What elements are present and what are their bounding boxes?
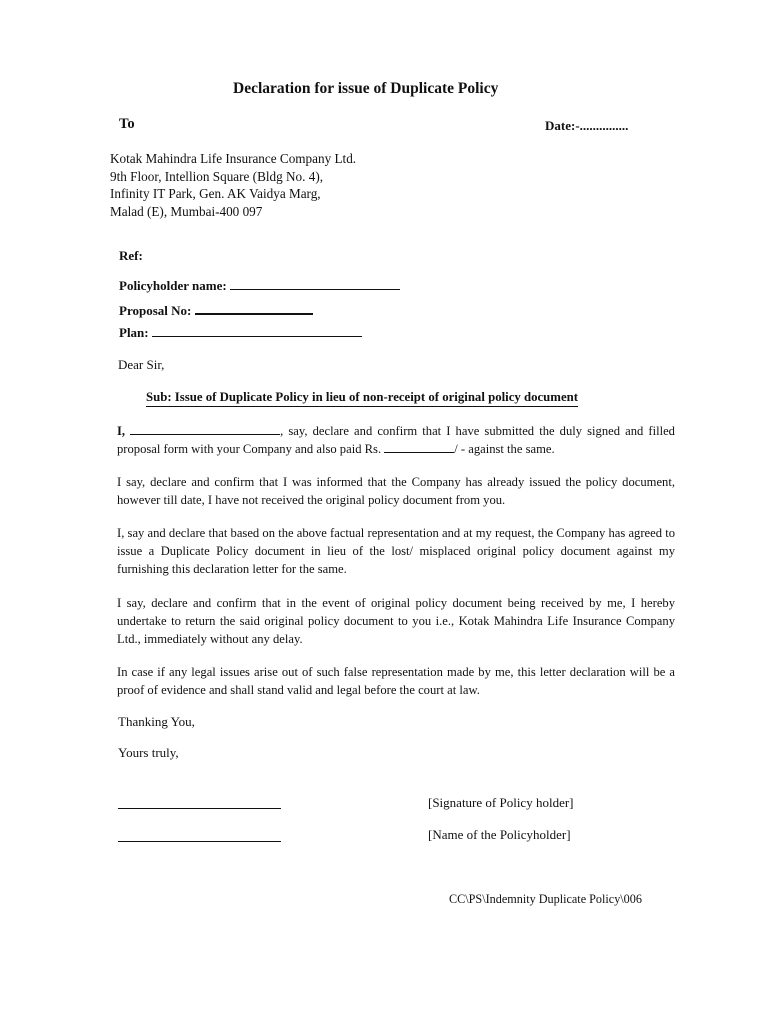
plan-blank (152, 324, 362, 337)
amount-paid-blank (384, 440, 454, 453)
proposal-no-row (119, 301, 313, 319)
date-label: Date:-............... (545, 118, 629, 133)
address-line-2: 9th Floor, Intellion Square (Bldg No. 4), (110, 168, 324, 184)
address-line-1: Kotak Mahindra Life Insurance Company Ltd. (110, 151, 357, 166)
address-line-4: Malad (E), Mumbai-400 097 (110, 203, 263, 219)
closing-yours-truly: Yours truly, (118, 745, 179, 760)
salutation: Dear Sir, (118, 357, 165, 372)
to-label: To (119, 116, 135, 132)
signature-line (118, 808, 281, 809)
policyholder-name-blank (230, 277, 400, 290)
name-label: [Name of the Policyholder] (428, 827, 571, 842)
declarant-name-blank (130, 422, 280, 435)
subject-line: Sub: Issue of Duplicate Policy in lieu of non-receipt of original policy document (146, 390, 578, 407)
paragraph-1 (117, 422, 675, 458)
proposal-no-blank (195, 301, 313, 315)
plan-label: Plan: (119, 325, 149, 340)
name-line (118, 841, 281, 842)
plan-row (119, 324, 362, 341)
address-line-3: Infinity IT Park, Gen. AK Vaidya Marg, (110, 186, 321, 201)
page-title: Declaration for issue of Duplicate Policy (233, 80, 499, 97)
signature-label: [Signature of Policy holder] (428, 795, 574, 810)
recipient-address (110, 150, 356, 220)
paragraph-1-mid: , say, declare and confirm that I have submitted the duly signed and filled proposal form with your Company and also paid Rs. (117, 424, 675, 456)
paragraph-1-end: / - against the same. (454, 442, 555, 456)
paragraph-4: I say, declare and confirm that in the event of original policy document being received by me, I hereby undertake to return the said original policy document to you i.e., Kotak Mahindra Life Insurance Company Ltd., immediately without any delay. (117, 596, 675, 646)
policyholder-name-label: Policyholder name: (119, 278, 227, 293)
ref-label: Ref: (119, 248, 143, 263)
footer-reference: CC\PS\Indemnity Duplicate Policy\006 (449, 892, 642, 906)
paragraph-2: I say, declare and confirm that I was informed that the Company has already issued the policy document, however till date, I have not received the original policy document from you. (117, 475, 675, 507)
paragraph-5: In case if any legal issues arise out of such false representation made by me, this letter declaration will be a proof of evidence and shall stand valid and legal before the court at law. (117, 665, 675, 697)
paragraph-1-start: I, (117, 424, 126, 438)
policyholder-name-row (119, 277, 400, 294)
closing-thanks: Thanking You, (118, 714, 195, 729)
proposal-no-label: Proposal No: (119, 303, 192, 318)
paragraph-3: I, say and declare that based on the above factual representation and at my request, the Company has agreed to issue a Duplicate Policy document in lieu of the lost/ misplaced original policy document against my furnishing this declaration letter for the same. (117, 526, 675, 576)
